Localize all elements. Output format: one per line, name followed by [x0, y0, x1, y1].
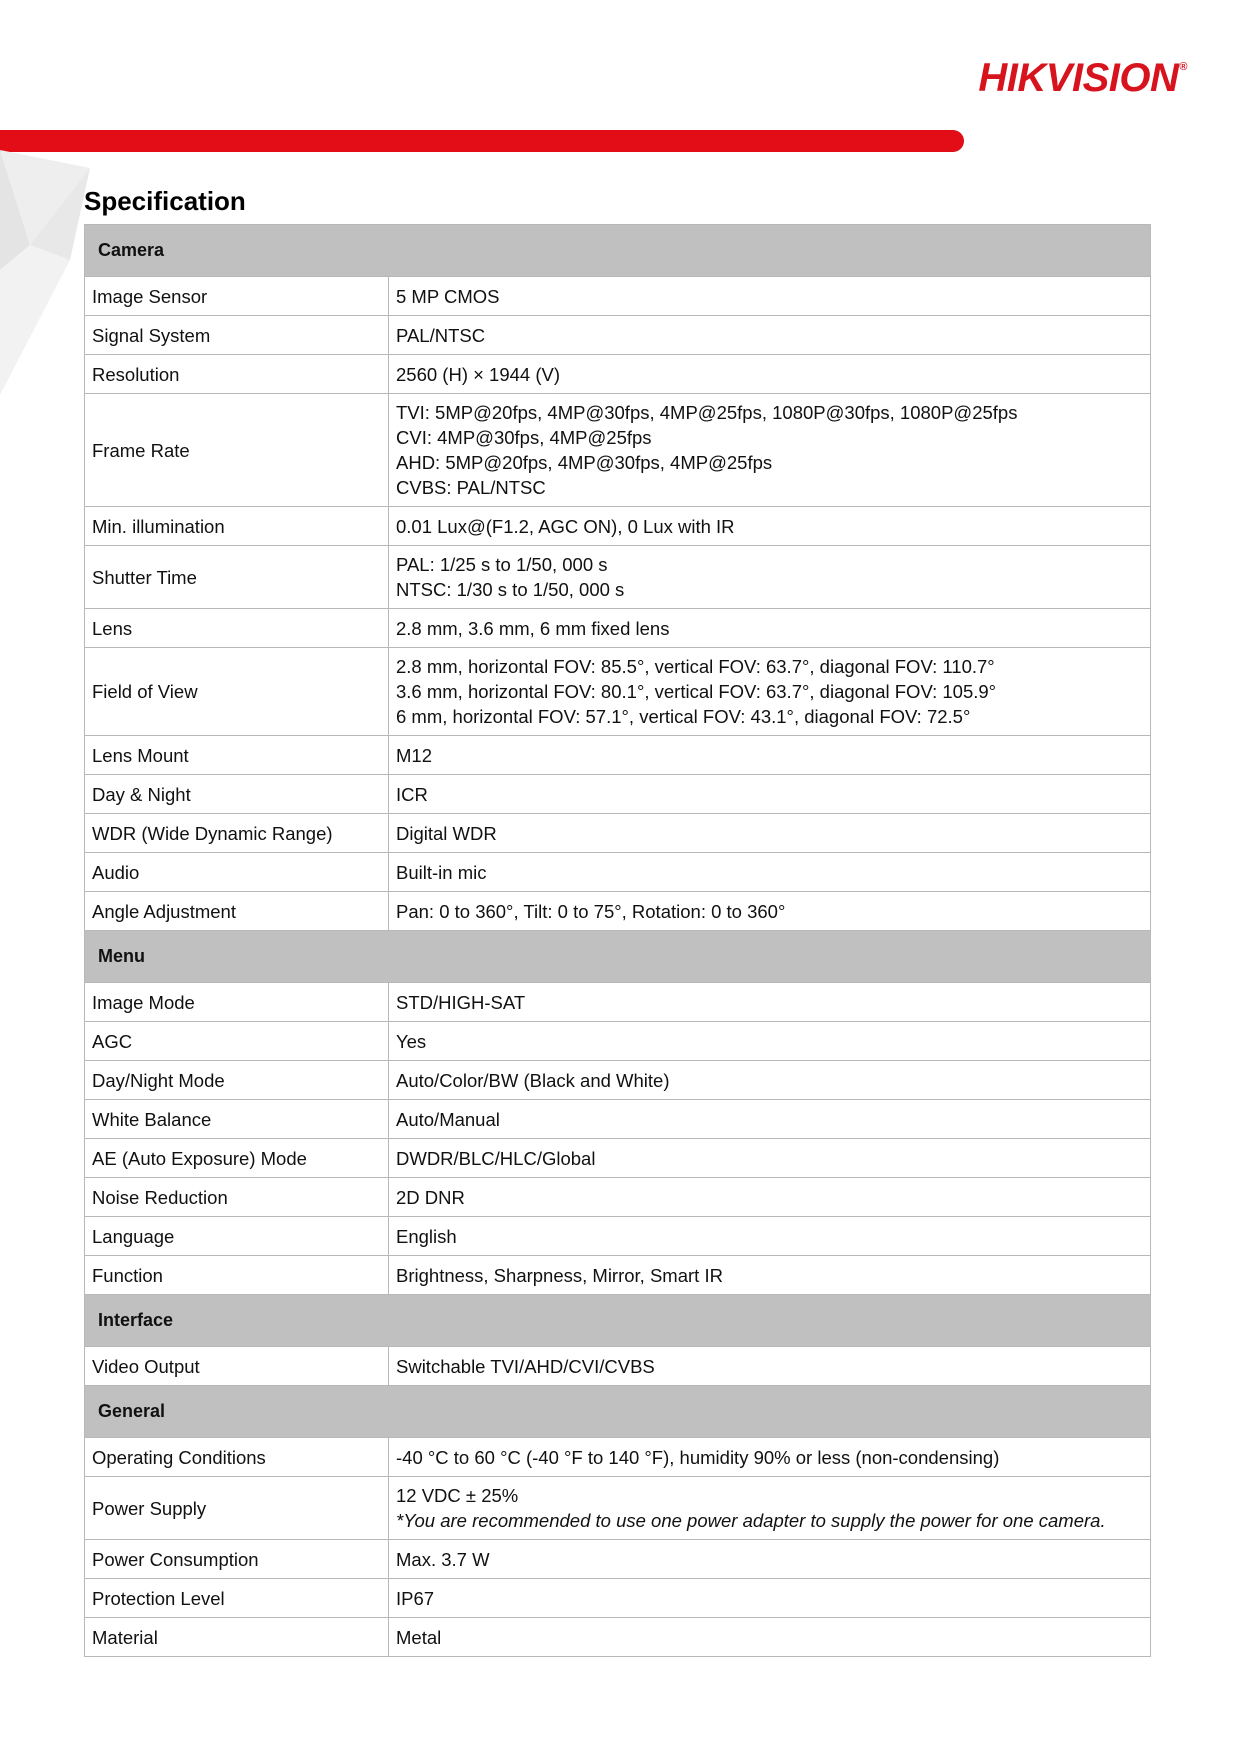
brand-name: HIKVISION	[978, 56, 1179, 100]
spec-value-line: English	[396, 1225, 457, 1247]
section-title: Interface	[85, 1295, 1151, 1347]
spec-value-line: TVI: 5MP@20fps, 4MP@30fps, 4MP@25fps, 1080P@30fps, 1080P@25fps	[396, 402, 1018, 423]
section-title: General	[85, 1386, 1151, 1438]
spec-value	[389, 1540, 1151, 1579]
spec-label: AE (Auto Exposure) Mode	[85, 1139, 389, 1178]
spec-value-line: PAL: 1/25 s to 1/50, 000 s	[396, 554, 608, 575]
spec-label: Resolution	[85, 355, 389, 394]
spec-value-line: Pan: 0 to 360°, Tilt: 0 to 75°, Rotation: 0 to 360°	[396, 900, 786, 922]
spec-note: *You are recommended to use one power adapter to supply the power for one camera.	[396, 1510, 1106, 1531]
spec-value-line: 5 MP CMOS	[396, 285, 500, 307]
spec-label: Protection Level	[85, 1579, 389, 1618]
spec-value-line: 2.8 mm, 3.6 mm, 6 mm fixed lens	[396, 617, 670, 639]
spec-value	[389, 1100, 1151, 1139]
spec-value-line: IP67	[396, 1587, 435, 1609]
spec-label: Image Mode	[85, 983, 389, 1022]
specification-table	[84, 224, 1151, 1657]
spec-value-line: Switchable TVI/AHD/CVI/CVBS	[396, 1355, 655, 1377]
spec-value	[389, 1618, 1151, 1657]
spec-label: Signal System	[85, 316, 389, 355]
spec-value	[389, 316, 1151, 355]
spec-value	[389, 1477, 1151, 1540]
spec-label: Field of View	[85, 648, 389, 736]
spec-row	[85, 355, 1151, 394]
spec-value-line: Yes	[396, 1030, 427, 1052]
spec-value	[389, 1061, 1151, 1100]
spec-value	[389, 546, 1151, 609]
spec-value	[389, 1347, 1151, 1386]
spec-label: Video Output	[85, 1347, 389, 1386]
spec-value-line: CVBS: PAL/NTSC	[396, 477, 546, 498]
spec-value	[389, 394, 1151, 507]
spec-row	[85, 609, 1151, 648]
spec-value-line: 0.01 Lux@(F1.2, AGC ON), 0 Lux with IR	[396, 515, 735, 537]
spec-row	[85, 1061, 1151, 1100]
spec-value	[389, 1438, 1151, 1477]
spec-label: Operating Conditions	[85, 1438, 389, 1477]
spec-label: Material	[85, 1618, 389, 1657]
spec-row	[85, 648, 1151, 736]
spec-row	[85, 1438, 1151, 1477]
spec-value	[389, 277, 1151, 316]
spec-value-line: M12	[396, 744, 432, 766]
spec-row	[85, 316, 1151, 355]
spec-label: Image Sensor	[85, 277, 389, 316]
section-title: Camera	[85, 225, 1151, 277]
spec-value-line: 2560 (H) × 1944 (V)	[396, 363, 561, 385]
spec-value-line: Max. 3.7 W	[396, 1548, 490, 1570]
spec-row	[85, 507, 1151, 546]
spec-row	[85, 1540, 1151, 1579]
spec-label: AGC	[85, 1022, 389, 1061]
spec-row	[85, 775, 1151, 814]
spec-value	[389, 609, 1151, 648]
spec-value	[389, 736, 1151, 775]
spec-value-line: 12 VDC ± 25%	[396, 1485, 519, 1506]
spec-value-line: 3.6 mm, horizontal FOV: 80.1°, vertical FOV: 63.7°, diagonal FOV: 105.9°	[396, 681, 997, 702]
spec-label: WDR (Wide Dynamic Range)	[85, 814, 389, 853]
spec-label: Lens	[85, 609, 389, 648]
spec-value-line: DWDR/BLC/HLC/Global	[396, 1147, 596, 1169]
spec-row	[85, 1579, 1151, 1618]
brand-logo	[978, 58, 1187, 98]
section-title: Menu	[85, 931, 1151, 983]
spec-value	[389, 1256, 1151, 1295]
spec-value-line: -40 °C to 60 °C (-40 °F to 140 °F), humidity 90% or less (non-condensing)	[396, 1446, 1000, 1468]
registered-mark: ®	[1179, 61, 1187, 73]
spec-value	[389, 1579, 1151, 1618]
spec-label: Day/Night Mode	[85, 1061, 389, 1100]
spec-label: Power Supply	[85, 1477, 389, 1540]
spec-label: Function	[85, 1256, 389, 1295]
spec-label: Power Consumption	[85, 1540, 389, 1579]
spec-value	[389, 1022, 1151, 1061]
spec-value-line: Built-in mic	[396, 861, 487, 883]
spec-value-line: 2.8 mm, horizontal FOV: 85.5°, vertical FOV: 63.7°, diagonal FOV: 110.7°	[396, 656, 995, 677]
section-header	[85, 931, 1151, 983]
spec-value	[389, 1139, 1151, 1178]
spec-label: Day & Night	[85, 775, 389, 814]
spec-value-line: NTSC: 1/30 s to 1/50, 000 s	[396, 579, 625, 600]
spec-row	[85, 1477, 1151, 1540]
spec-value	[389, 355, 1151, 394]
spec-value	[389, 775, 1151, 814]
spec-row	[85, 983, 1151, 1022]
spec-label: Min. illumination	[85, 507, 389, 546]
spec-row	[85, 814, 1151, 853]
spec-label: White Balance	[85, 1100, 389, 1139]
spec-label: Shutter Time	[85, 546, 389, 609]
spec-row	[85, 394, 1151, 507]
spec-value-line: PAL/NTSC	[396, 324, 486, 346]
spec-value-line: CVI: 4MP@30fps, 4MP@25fps	[396, 427, 652, 448]
spec-value-line: STD/HIGH-SAT	[396, 991, 526, 1013]
spec-value	[389, 1217, 1151, 1256]
spec-value-line: AHD: 5MP@20fps, 4MP@30fps, 4MP@25fps	[396, 452, 773, 473]
spec-value	[389, 648, 1151, 736]
spec-value-line: 6 mm, horizontal FOV: 57.1°, vertical FOV: 43.1°, diagonal FOV: 72.5°	[396, 706, 971, 727]
header-accent-bar	[0, 130, 964, 152]
spec-row	[85, 1347, 1151, 1386]
spec-label: Frame Rate	[85, 394, 389, 507]
section-header	[85, 225, 1151, 277]
spec-value	[389, 983, 1151, 1022]
spec-row	[85, 546, 1151, 609]
spec-value-line: Auto/Color/BW (Black and White)	[396, 1069, 670, 1091]
spec-value	[389, 1178, 1151, 1217]
decorative-triangles	[0, 150, 92, 400]
spec-row	[85, 1618, 1151, 1657]
spec-row	[85, 277, 1151, 316]
spec-label: Angle Adjustment	[85, 892, 389, 931]
spec-row	[85, 1178, 1151, 1217]
spec-value	[389, 814, 1151, 853]
spec-label: Lens Mount	[85, 736, 389, 775]
spec-row	[85, 1139, 1151, 1178]
spec-row	[85, 1256, 1151, 1295]
spec-row	[85, 1100, 1151, 1139]
spec-value	[389, 507, 1151, 546]
spec-value-line: Brightness, Sharpness, Mirror, Smart IR	[396, 1264, 723, 1286]
spec-value-line: Digital WDR	[396, 822, 497, 844]
spec-value-line: Auto/Manual	[396, 1108, 500, 1130]
spec-label: Noise Reduction	[85, 1178, 389, 1217]
spec-value-line: ICR	[396, 783, 428, 805]
section-header	[85, 1295, 1151, 1347]
spec-row	[85, 736, 1151, 775]
spec-row	[85, 892, 1151, 931]
spec-label: Audio	[85, 853, 389, 892]
spec-value-line: Metal	[396, 1626, 442, 1648]
spec-value	[389, 853, 1151, 892]
spec-row	[85, 1022, 1151, 1061]
spec-row	[85, 1217, 1151, 1256]
spec-row	[85, 853, 1151, 892]
spec-label: Language	[85, 1217, 389, 1256]
spec-value-line: 2D DNR	[396, 1186, 465, 1208]
page-title: Specification	[84, 186, 246, 216]
section-header	[85, 1386, 1151, 1438]
spec-value	[389, 892, 1151, 931]
